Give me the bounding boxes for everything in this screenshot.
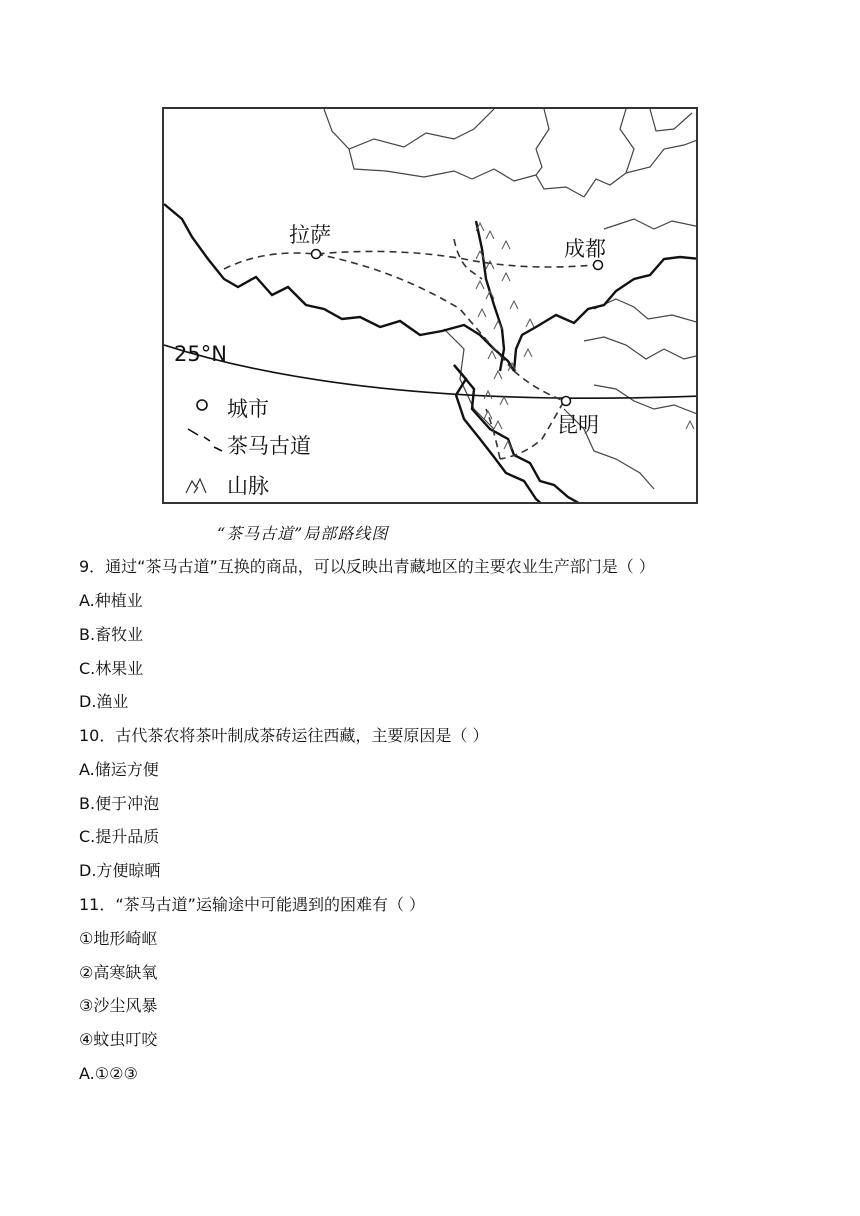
question-11-item-1: ①地形崎岖 [79, 929, 158, 948]
legend-route-icon [188, 429, 222, 451]
legend-mountain-icon [186, 479, 206, 493]
question-9-option-a: A.种植业 [79, 591, 143, 610]
question-11-option-a: A.①②③ [79, 1064, 138, 1083]
city-marker-lhasa [312, 250, 321, 259]
question-9-option-d: D.渔业 [79, 692, 129, 711]
question-10-stem: 10．古代茶农将茶叶制成茶砖运往西藏，主要原因是（ ） [79, 726, 489, 745]
route-map [162, 107, 698, 504]
question-11-item-3: ③沙尘风暴 [79, 996, 158, 1015]
city-marker-kunming [562, 397, 571, 406]
label-kunming: 昆明 [557, 413, 599, 437]
question-10-option-b: B.便于冲泡 [79, 794, 160, 813]
legend-mountain-label: 山脉 [227, 474, 269, 498]
question-9-option-b: B.畜牧业 [79, 625, 144, 644]
province-borders [324, 109, 698, 489]
label-latitude: 25°N [174, 342, 227, 366]
label-lhasa: 拉萨 [289, 223, 331, 247]
question-11-stem: 11．“茶马古道”运输途中可能遇到的困难有（ ） [79, 895, 426, 914]
question-10-option-c: C.提升品质 [79, 827, 160, 846]
legend-city-label: 城市 [227, 397, 269, 421]
label-chengdu: 成都 [564, 237, 606, 261]
map-caption: “茶马古道”局部路线图 [217, 524, 389, 543]
question-9-option-c: C.林果业 [79, 659, 144, 678]
legend-city-icon [197, 400, 207, 410]
question-9-stem: 9．通过“茶马古道”互换的商品，可以反映出青藏地区的主要农业生产部门是（ ） [79, 557, 655, 576]
question-11-item-2: ②高寒缺氧 [79, 963, 158, 982]
question-11-item-4: ④蚊虫叮咬 [79, 1030, 158, 1049]
question-10-option-d: D.方便晾晒 [79, 861, 161, 880]
legend-route-label: 茶马古道 [227, 434, 311, 458]
tea-horse-road [224, 239, 594, 459]
question-10-option-a: A.储运方便 [79, 760, 159, 779]
